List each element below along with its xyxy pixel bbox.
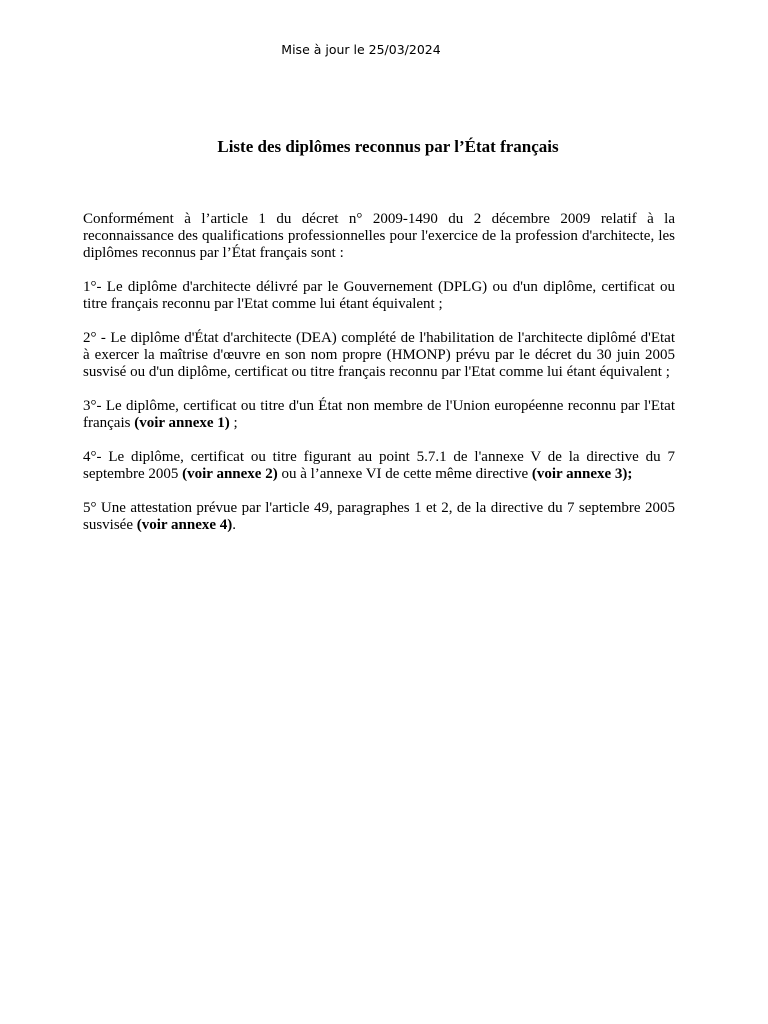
annex-reference: (voir annexe 4) <box>136 517 233 533</box>
item-text: 2° - Le diplôme d'État d'architecte (DEA) complété de l'habilitation de l'architecte diplômé d'Etat à exercer la maîtrise d'œuvre en son nom propre (HMONP) prévu par le décret du 30 juin 2005 susvisé ou d'un diplôme, certificat ou titre français reconnu par l'Etat comme lui étant équivalent ; <box>83 330 675 380</box>
list-item <box>83 330 675 381</box>
document-title: Liste des diplômes reconnus par l’État français <box>217 137 559 156</box>
annex-reference: (voir annexe 3) <box>531 466 628 482</box>
item-text: ou à l’annexe VI de cette même directive <box>277 466 532 482</box>
list-item <box>83 500 675 534</box>
list-item <box>83 398 675 432</box>
intro-paragraph: Conformément à l’article 1 du décret n° 2009-1490 du 2 décembre 2009 relatif à la reconnaissance des qualifications professionnelles pour l'exercice de la profession d'architecte, les diplômes reconnus par l’État français sont : <box>83 211 675 261</box>
item-text: 5° Une attestation prévue par l'article 49, paragraphes 1 et 2, de la directive du 7 septembre 2005 susvisée <box>83 500 675 533</box>
annex-reference: (voir annexe 1) <box>134 415 230 431</box>
item-text: 4°- Le diplôme, certificat ou titre figurant au point 5.7.1 de l'annexe V de la directive du 7 septembre 2005 <box>83 449 675 482</box>
list-item <box>83 449 675 483</box>
item-text: 3°- Le diplôme, certificat ou titre d'un État non membre de l'Union européenne reconnu par l'Etat français <box>83 398 675 431</box>
document-body <box>83 211 675 551</box>
item-text: 1°- Le diplôme d'architecte délivré par le Gouvernement (DPLG) ou d'un diplôme, certificat ou titre français reconnu par l'Etat comme lui étant équivalent ; <box>83 279 675 312</box>
annex-reference: (voir annexe 2) <box>182 466 278 482</box>
item-suffix: ; <box>229 415 238 431</box>
item-suffix: ; <box>627 466 633 482</box>
item-suffix: . <box>232 517 237 533</box>
update-date: Mise à jour le 25/03/2024 <box>281 42 441 57</box>
list-item <box>83 279 675 313</box>
